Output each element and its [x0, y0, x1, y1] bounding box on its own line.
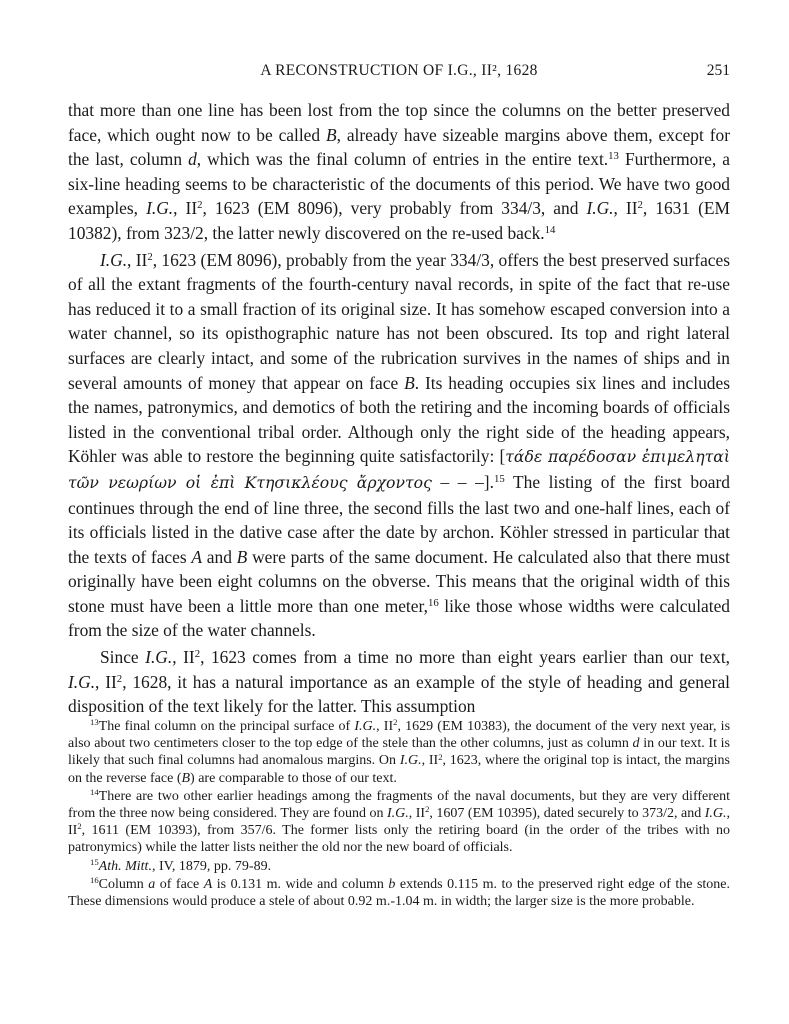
paragraph-1: that more than one line has been lost from the top since the columns on the better preserved face, which ought now to be called B, already have sizeable margins above them, except for the last, column d, which was the final column of entries in the entire text.$^{13}$ Furthermore, a six-line heading seems to be characteristic of the documents of this period. We have two good examples, I.G., $II^2$, 1623 (EM 8096), very probably from 334/3, and I.G., $II^2$, 1631 (EM 10382), from 323/2, the latter newly discovered on the re-used back.$^{14}$ — [68, 100, 730, 243]
footnote-ref-15[interactable]: 15 — [493, 472, 505, 485]
footnote-ref-16[interactable]: 16 — [427, 596, 439, 609]
body-text — [68, 98, 730, 719]
running-title: A RECONSTRUCTION OF I.G., II², 1628 — [260, 62, 538, 79]
page-header — [68, 62, 730, 84]
paragraph-3: Since I.G., $II^2$, 1623 comes from a time no more than eight years earlier than our text, I.G., $II^2$, 1628, it has a natural importance as an example of the style of heading and general disposition of the text likely for the latter. This assumption — [68, 647, 730, 717]
footnote-14: $^{14}$There are two other earlier headings among the fragments of the naval documents, but they are very different from the three now being considered. They are found on I.G., $II^2$, 1607 (EM 10395), dated securely to 373/2, and I.G., $II^2$, 1611 (EM 10393), from 357/6. The former lists only the retiring board (in the order of the tribes with no patronymics) while the latter lists neither the old nor the new board of officials. — [68, 787, 730, 856]
footnotes — [68, 718, 730, 910]
page-number: 251 — [706, 62, 730, 79]
greek-quotation: τάδε παρέδοσαν ἐπιμεληταὶ τῶν νεωρίων οἱ ἐπὶ Κτησικλέους ἄρχοντος — [68, 447, 730, 492]
footnote-ref-14[interactable]: 14 — [544, 224, 556, 237]
footnote-ref-13[interactable]: 13 — [608, 150, 619, 163]
footnote-16: $^{16}$Column a of face A is 0.131 m. wide and column b extends 0.115 m. to the preserved right edge of the stone. These dimensions would produce a stele of about 0.92 m.-1.04 m. in width; the larger size is the more probable. — [68, 875, 730, 910]
footnote-15: $^{15}$Ath. Mitt., IV, 1879, pp. 79-89. — [90, 856, 272, 874]
paragraph-2: I.G., $II^2$, 1623 (EM 8096), probably from the year 334/3, offers the best preserved surfaces of all the extant fragments of the fourth-century naval records, in spite of the fact that re-use has reduced it to a small fraction of its original size. It has somehow escaped conversion into a water channel, so its opisthographic nature has not been obscured. Its top and right lateral surfaces are clearly intact, and some of the rubrication survives in the names of ships and in several amounts of money that appear on face B. Its heading occupies six lines and includes the names, patronymics, and demotics of both the retiring and the incoming boards of officials listed in the conventional tribal order. Although only the right side of the heading appears, Köhler was able to restore the beginning quite satisfactorily: [τάδε παρέδοσαν ἐπιμεληταὶ τῶν νεωρίων οἱ ἐπὶ Κτησικλέους ἄρχοντος – – –].$^{15}$ The listing of the first board continues through the end of line three, the second fills the last two and one-half lines, each of its officials listed in the dative case after the date by archon. Köhler stressed in particular that the texts of faces A and B were parts of the same document. He calculated also that there must originally have been eight columns on the obverse. This means that the original width of this stone must have been a little more than one meter,$^{16}$ like those whose widths were calculated from the size of the water channels. — [68, 249, 730, 641]
footnote-13: $^{13}$The final column on the principal surface of I.G., $II^2$, 1629 (EM 10383), the document of the very next year, is also about two centimeters closer to the top edge of the stele than the other columns, just as column d in our text. It is likely that such final columns had anomalous margins. On I.G., $II^2$, 1623, where the original top is intact, the margins on the reverse face (B) are comparable to those of our text. — [68, 717, 731, 786]
